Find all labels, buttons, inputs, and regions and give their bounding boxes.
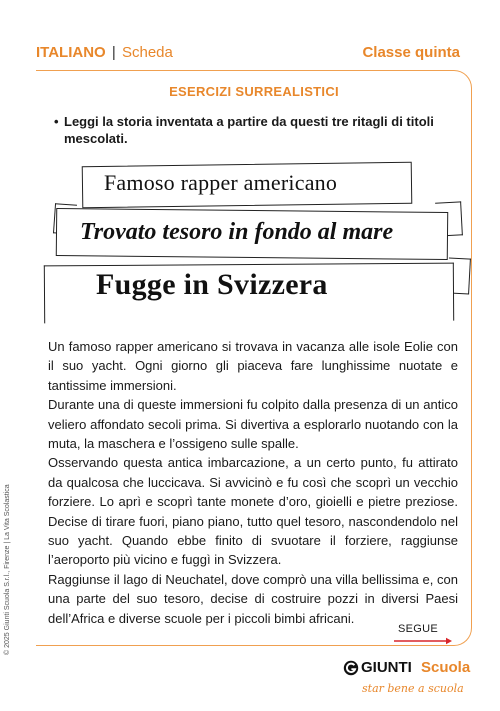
story-paragraph: Durante una di queste immersioni fu colpito dalla presenza di un antico veliero affondato secoli prima. Si divertiva a esplorarlo nuotando con la muta, la maschera e l’ossigeno sulle spalle. <box>48 397 458 452</box>
headline-3: Fugge in Svizzera <box>96 268 328 301</box>
headline-1: Famoso rapper americano <box>104 170 338 195</box>
story-paragraph: Osservando questa antica imbarcazione, a un certo punto, fu attirato da qualcosa che luccicava. Si avvicinò e fu così che scoprì un vecchio forziere. Lo aprì e scoprì tante monete d’oro, gioielli e pietre preziose. Decise di tirare fuori, piano piano, tutto quel tesoro, nascondendolo nel suo yacht. Quando ebbe finito di svuotare il forziere, raggiunse l’aeroporto più vicino e fuggì in Svizzera. <box>48 455 458 568</box>
segue-label: SEGUE <box>398 623 439 635</box>
sheet-kind: Scheda <box>121 44 173 61</box>
exercise-title: ESERCIZI SURREALISTICI <box>169 84 339 99</box>
class-level: Classe quinta <box>362 44 460 61</box>
instruction-text: Leggi la storia inventata a partire da questi tre ritagli di titoli mescolati. <box>64 114 434 146</box>
header-separator: | <box>111 44 116 61</box>
logo-scuola: Scuola <box>421 659 471 676</box>
page-header <box>36 44 460 66</box>
instruction <box>54 113 454 147</box>
story-text <box>48 337 458 628</box>
newspaper-clippings <box>40 160 470 320</box>
story-paragraph: Un famoso rapper americano si trovava in vacanza alle isole Eolie con il suo yacht. Ogni giorno gli piaceva fare lunghissime nuotate e tantissime immersioni. <box>48 339 458 393</box>
instruction-bullet: • <box>54 114 59 129</box>
arrow-right-icon <box>394 637 452 645</box>
giunti-g-logo-icon <box>343 660 359 676</box>
logo-giunti: GIUNTI <box>361 659 412 676</box>
subject-label <box>36 44 173 61</box>
copyright-notice: © 2025 Giunti Scuola S.r.l., Firenze | La Vita Scolastica <box>4 484 11 655</box>
story-paragraph: Raggiunse il lago di Neuchatel, dove comprò una villa bellissima e, con una parte del suo tesoro, decise di costruire pozzi in diversi Paesi dell’Africa e diverse scuole per i piccoli bimbi africani. <box>48 571 458 626</box>
headline-2: Trovato tesoro in fondo al mare <box>80 219 394 245</box>
subject-name: ITALIANO <box>36 44 106 61</box>
logo-tagline: star bene a scuola <box>362 682 464 695</box>
